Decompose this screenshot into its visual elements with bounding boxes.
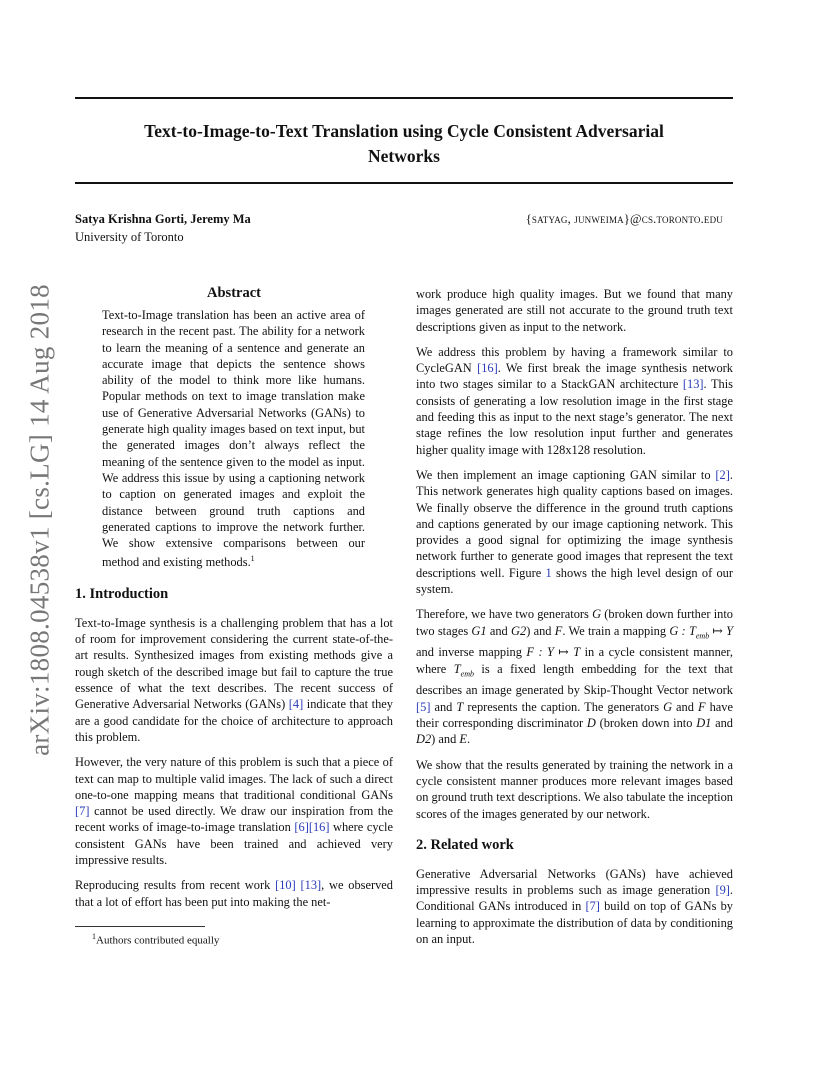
citation-link[interactable]: [13]: [682, 377, 704, 392]
right-p5-text: We show that the results generated by training the network in a cycle consistent manner produces more relevant images based on ground truth text descriptions. We also tabulate the inception scores of the images generated by our network.: [416, 757, 733, 821]
math-symbol: F: [554, 623, 563, 638]
text: build on top of GANs by learning to approximate the distribution of data by conditioning on an input.: [416, 899, 733, 947]
text: Generative Adversarial Networks (GANs) have achieved impressive results in problems such as image generation: [416, 866, 733, 898]
citation-link[interactable]: [13]: [300, 878, 322, 893]
intro-paragraph-2: [75, 754, 393, 868]
text: and: [434, 699, 453, 714]
text: and: [676, 699, 694, 714]
intro-p1-end: indicate that they are a good candidate for the choice of architecture to approach this problem.: [75, 697, 393, 744]
text: (broken down further into two stages: [416, 607, 733, 638]
text: and: [489, 623, 508, 638]
related-paragraph-1: [416, 866, 733, 947]
intro-p2-text-c: where cycle consistent GANs have been trained and achieved very impressive results.: [75, 820, 393, 868]
math-symbol: G1: [471, 623, 487, 638]
section-heading-introduction: 1. Introduction: [75, 585, 169, 602]
math-symbol: D1: [696, 716, 712, 731]
citation-link[interactable]: [16]: [477, 361, 498, 376]
abstract-text: Text-to-Image translation has been an active area of research in the recent past. The ability for a network to learn the meaning of a sentence and generate an accurate image that depicts the sentence shows ability of the model to think more like humans. Popular methods on text to image translation make use of Generative Adversarial Networks (GANs) to generate high quality images based on text input, but the generated images don’t always reflect the meaning of the sentence given to the model as input. We address this issue by using a captioning network to caption on generated images and exploit the distance between ground truth captions and generated captions to improve the network further. We show extensive comparisons between our method and existing methods.: [102, 308, 365, 570]
citation-link[interactable]: [7]: [585, 899, 600, 914]
author-email: {satyag, junweima}@cs.toronto.edu: [525, 212, 723, 226]
text: .: [466, 732, 471, 747]
math-expression: ↦ Y: [709, 623, 733, 638]
right-p1-text: work produce high quality images. But we found that many images generated are still not accurate to the ground truth text descriptions given as input to the network.: [416, 287, 733, 334]
text: represents the caption. The generators: [467, 699, 660, 714]
citation-link[interactable]: [6][16]: [294, 820, 330, 835]
right-paragraph-3: [416, 467, 733, 597]
citation-link[interactable]: [9]: [715, 883, 730, 898]
citation-link[interactable]: [5]: [416, 699, 431, 714]
text: . Conditional GANs introduced in: [416, 883, 733, 914]
right-paragraph-5: [416, 757, 733, 822]
intro-p2-text-a: However, the very nature of this problem is such that a piece of text can map to multiple valid images. The lack of such a direct one-to-one mapping means that traditional conditional GANs: [75, 755, 393, 802]
right-p3-text-c: shows the high level design of our system.: [416, 565, 733, 597]
affiliation: University of Toronto: [75, 230, 184, 244]
citation-link[interactable]: [4]: [288, 697, 304, 712]
intro-paragraph-3: [75, 877, 393, 910]
math-symbol: D: [586, 716, 596, 731]
footnote-text: Authors contributed equally: [96, 934, 220, 947]
math-symbol: G2: [511, 623, 527, 638]
footnote: [92, 930, 219, 948]
citation-link[interactable]: [2]: [715, 467, 730, 482]
text: Therefore, we have two generators: [416, 607, 589, 622]
text: have their corresponding discriminator: [416, 699, 733, 731]
intro-p1-text: Text-to-Image synthesis is a challenging problem that has a lot of room for improvement considering the current state-of-the-art results. Synthesized images from existing methods give a rough sketch of the described image but fail to capture the true essence of what the text describes. The recent success of Generative Adversarial Networks (GANs): [75, 615, 393, 712]
math-symbol: G: [663, 699, 673, 714]
math-expression: F : Y ↦ T: [526, 645, 581, 660]
title-line-2: Networks: [368, 146, 440, 166]
abstract-body: [102, 307, 365, 571]
right-p3-text-a: We then implement an image captioning GAN similar to: [416, 467, 711, 482]
arxiv-identifier: arXiv:1808.04538v1 [cs.LG] 14 Aug 2018: [24, 284, 55, 756]
text: . We train a mapping: [562, 623, 667, 638]
bottom-rule: [75, 182, 733, 184]
intro-p3-text-a: Reproducing results from recent work: [75, 878, 271, 893]
right-p2-text-c: . This consists of generating a low resolution image in the first stage and feeding this as input to the next stage’s generator. The next stage refines the low resolution input further and generates higher quality image with 128x128 resolution.: [416, 377, 733, 457]
citation-link[interactable]: [10]: [275, 878, 296, 893]
math-expression: G : T: [669, 623, 696, 638]
right-paragraph-1: [416, 286, 733, 335]
text: ) and: [431, 732, 457, 747]
right-p3-text-b: . This network generates high quality captions based on images. We finally observe the difference in the ground truth captions and captions generated by our image captioning network. This provides a good signal for optimizing the image synthesis network further to generate good images that represent the text descriptions well. Figure: [416, 467, 733, 580]
text: and: [715, 716, 733, 731]
math-symbol: D2: [416, 732, 432, 747]
math-subscript: emb: [695, 631, 710, 641]
citation-link[interactable]: [7]: [75, 804, 90, 819]
left-column: [75, 284, 393, 919]
title-line-1: Text-to-Image-to-Text Translation using Cycle Consistent Adversarial: [144, 121, 664, 141]
footnote-marker: 1: [250, 554, 255, 564]
right-p2-text-a: We address this problem by having a framework similar to CycleGAN: [416, 344, 733, 376]
footnote-rule: [75, 926, 205, 927]
abstract-heading: Abstract: [207, 285, 261, 301]
intro-paragraph-1: [75, 615, 393, 745]
text: in a cycle consistent manner, where: [416, 645, 733, 676]
top-rule: [75, 97, 733, 99]
text: and inverse mapping: [416, 645, 522, 660]
text: ) and: [526, 623, 552, 638]
figure-link[interactable]: 1: [545, 565, 552, 580]
math-symbol: T: [456, 699, 464, 714]
intro-p2-text-b: cannot be used directly. We draw our inspiration from the recent works of image-to-image translation: [75, 804, 393, 835]
math-symbol: G: [592, 607, 602, 622]
author-block: [75, 210, 251, 246]
intro-p3-text-b: , we observed that a lot of effort has been put into making the net-: [75, 878, 393, 909]
math-symbol: E: [459, 732, 467, 747]
right-paragraph-4: [416, 606, 733, 747]
author-names: Satya Krishna Gorti, Jeremy Ma: [75, 212, 251, 226]
right-paragraph-2: [416, 344, 733, 458]
right-p2-text-b: . We first break the image synthesis network into two stages similar to a StackGAN architecture: [416, 361, 733, 392]
text: is a fixed length embedding for the text that describes an image generated by Skip-Thought Vector network: [416, 661, 733, 698]
text: (broken down into: [599, 716, 693, 731]
math-subscript: emb: [460, 669, 474, 679]
math-symbol: T: [453, 661, 461, 676]
right-column: [416, 286, 733, 956]
math-symbol: F: [697, 699, 706, 714]
section-heading-related-work: 2. Related work: [416, 836, 514, 853]
paper-title: [75, 119, 733, 169]
footnote-mark: 1: [92, 932, 96, 941]
